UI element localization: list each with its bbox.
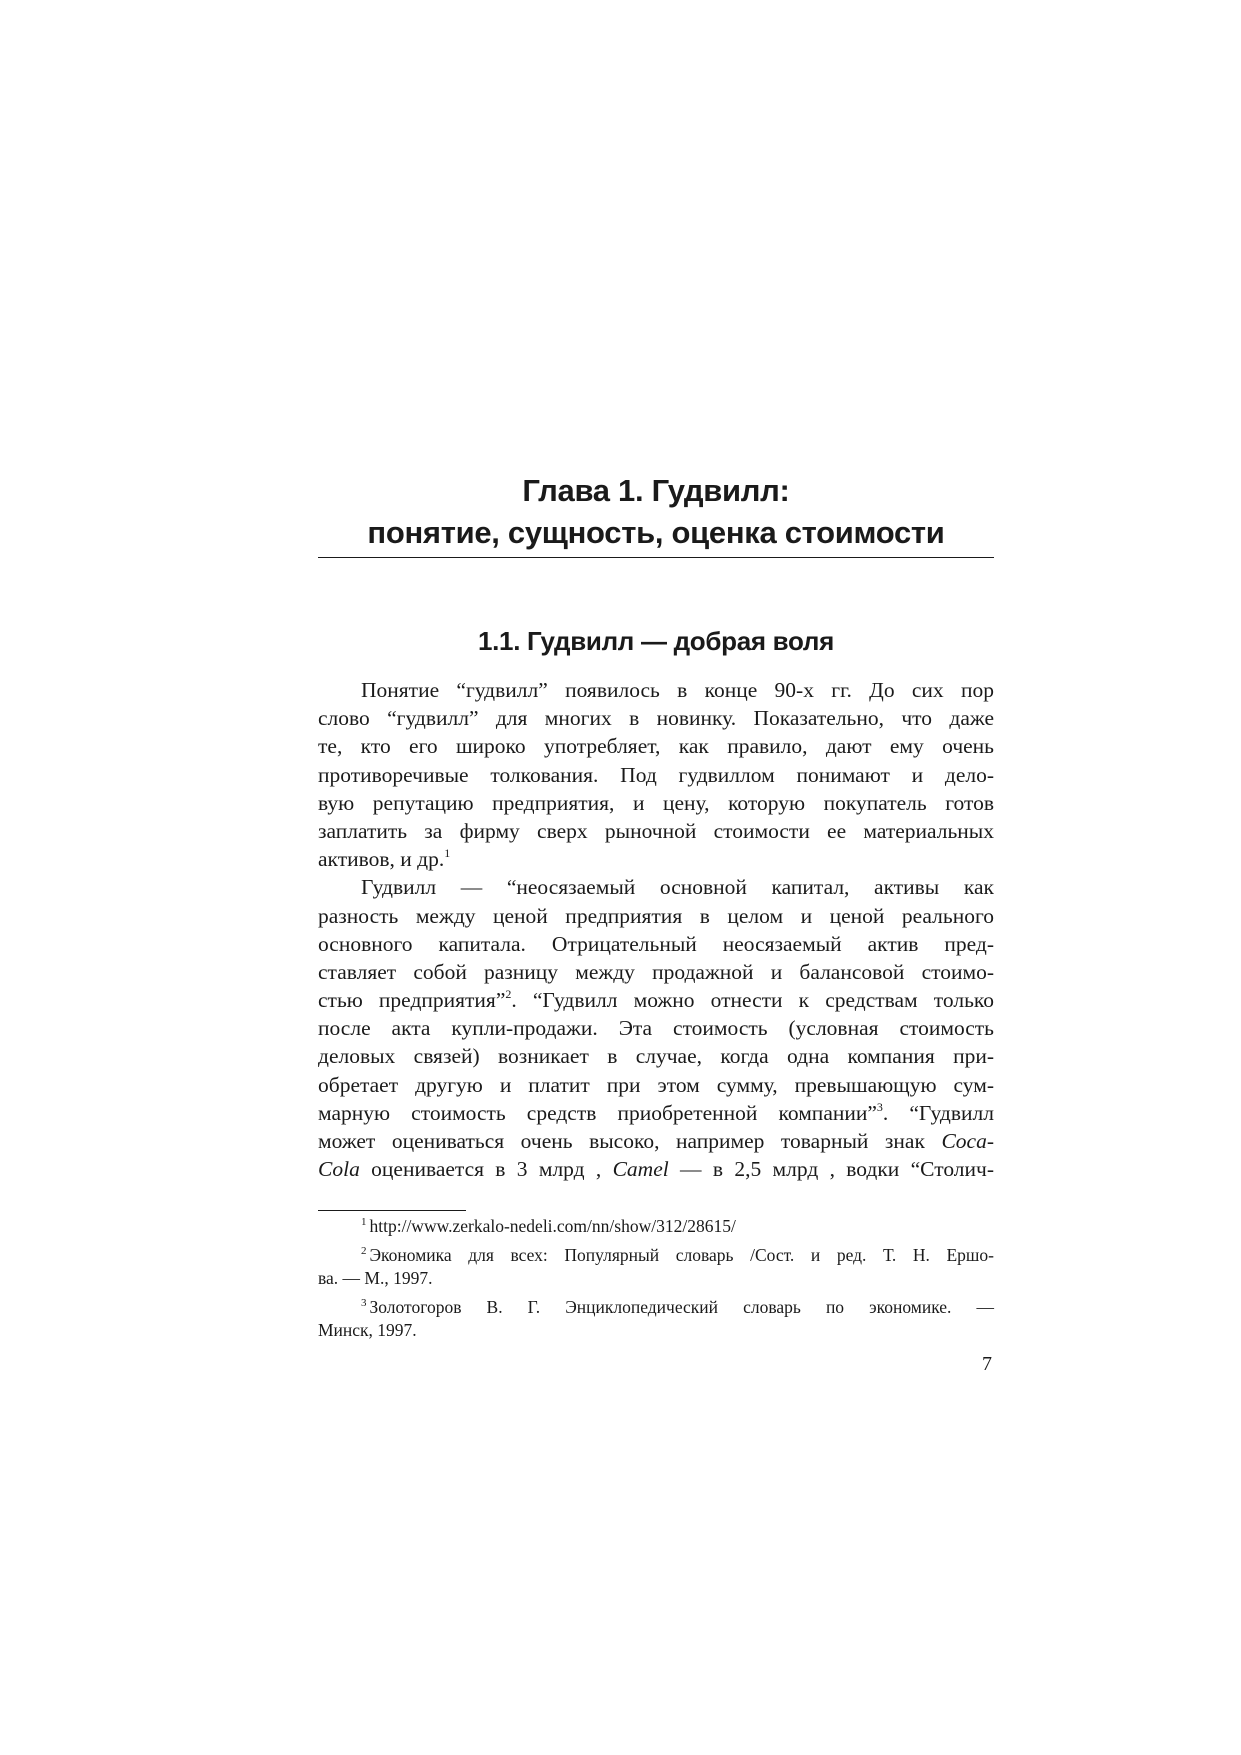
book-page	[318, 0, 994, 1755]
brand-name: Cola	[318, 1157, 360, 1182]
footnote-line	[318, 1296, 994, 1319]
paragraph-2-line	[318, 1099, 994, 1127]
paragraph-2-line: обретает другую и платит при этом сумму, превышающую сум-	[318, 1072, 994, 1097]
paragraph-2-text: — в 2,5 млрд , водки “Столич-	[668, 1157, 994, 1182]
paragraph-2-line	[318, 986, 994, 1014]
footnote-2	[318, 1244, 994, 1290]
page-number: 7	[982, 1353, 992, 1375]
chapter-title-line-1: Глава 1. Гудвилл:	[522, 473, 790, 508]
footnote-line	[318, 1244, 994, 1267]
paragraph-2-line: после акта купли-продажи. Эта стоимость (условная стоимость	[318, 1016, 994, 1041]
paragraph-2-line	[318, 1127, 994, 1155]
footnote-ref-1: 1	[444, 846, 451, 861]
paragraph-1-line	[318, 845, 994, 873]
footnote-3	[318, 1296, 994, 1342]
paragraph-1-line: противоречивые толкования. Под гудвиллом понимают и дело-	[318, 762, 994, 787]
footnote-1	[318, 1215, 994, 1238]
paragraph-2-text: стью предприятия”	[318, 988, 506, 1013]
chapter-title	[318, 470, 994, 554]
paragraph-2-line: ставляет собой разницу между продажной и балансовой стоимо-	[318, 959, 994, 984]
paragraph-2-line: Гудвилл — “неосязаемый основной капитал, активы как	[361, 875, 994, 900]
body-text	[318, 676, 994, 1183]
footnote-ref-2: 2	[505, 987, 512, 1002]
chapter-title-line-2: понятие, сущность, оценка стоимости	[367, 515, 945, 550]
footnote-number: 1	[361, 1216, 367, 1228]
paragraph-2-text: марную стоимость средств приобретенной компании”	[318, 1100, 877, 1125]
paragraph-1-text: активов, и др.	[318, 847, 445, 872]
footnote-text: Золотогоров В. Г. Энциклопедический словарь по экономике. —	[369, 1297, 994, 1317]
paragraph-1-line: те, кто его широко употребляет, как правило, дают ему очень	[318, 734, 994, 759]
footnote-divider	[318, 1210, 466, 1211]
chapter-divider	[318, 557, 994, 558]
section-title: 1.1. Гудвилл — добрая воля	[477, 626, 835, 656]
brand-name: Camel	[612, 1157, 669, 1182]
footnote-line	[318, 1215, 994, 1238]
paragraph-2-line: деловых связей) возникает в случае, когда одна компания при-	[318, 1044, 994, 1069]
footnote-text[interactable]: http://www.zerkalo-nedeli.com/nn/show/312/28615/	[369, 1216, 736, 1236]
footnotes	[318, 1215, 994, 1348]
paragraph-2-line: разность между ценой предприятия в целом и ценой реального	[318, 903, 994, 928]
footnote-line: Минск, 1997.	[318, 1320, 417, 1340]
paragraph-1-line: вую репутацию предприятия, и цену, которую покупатель готов	[318, 790, 994, 815]
paragraph-1-line: Понятие “гудвилл” появилось в конце 90-х гг. До сих пор	[361, 678, 994, 702]
paragraph-2-text: . “Гудвилл можно отнести к средствам только	[511, 988, 994, 1013]
paragraph-1-line: заплатить за фирму сверх рыночной стоимости ее материальных	[318, 818, 994, 843]
footnote-text: Экономика для всех: Популярный словарь /Сост. и ред. Т. Н. Ершо-	[369, 1245, 994, 1265]
footnote-number: 2	[361, 1245, 367, 1257]
footnote-ref-3: 3	[876, 1099, 883, 1114]
paragraph-2-text: может оцениваться очень высоко, например товарный знак	[318, 1129, 942, 1153]
paragraph-2-line	[318, 1155, 994, 1183]
footnote-line: ва. — М., 1997.	[318, 1268, 433, 1288]
brand-name: Coca-	[941, 1129, 994, 1153]
footnote-number: 3	[361, 1297, 367, 1309]
paragraph-2-text: оценивается в 3 млрд ,	[359, 1157, 613, 1182]
paragraph-2-text: . “Гудвилл	[882, 1100, 994, 1125]
paragraph-2-line: основного капитала. Отрицательный неосязаемый актив пред-	[318, 931, 994, 956]
paragraph-1-line: слово “гудвилл” для многих в новинку. Показательно, что даже	[318, 706, 994, 731]
